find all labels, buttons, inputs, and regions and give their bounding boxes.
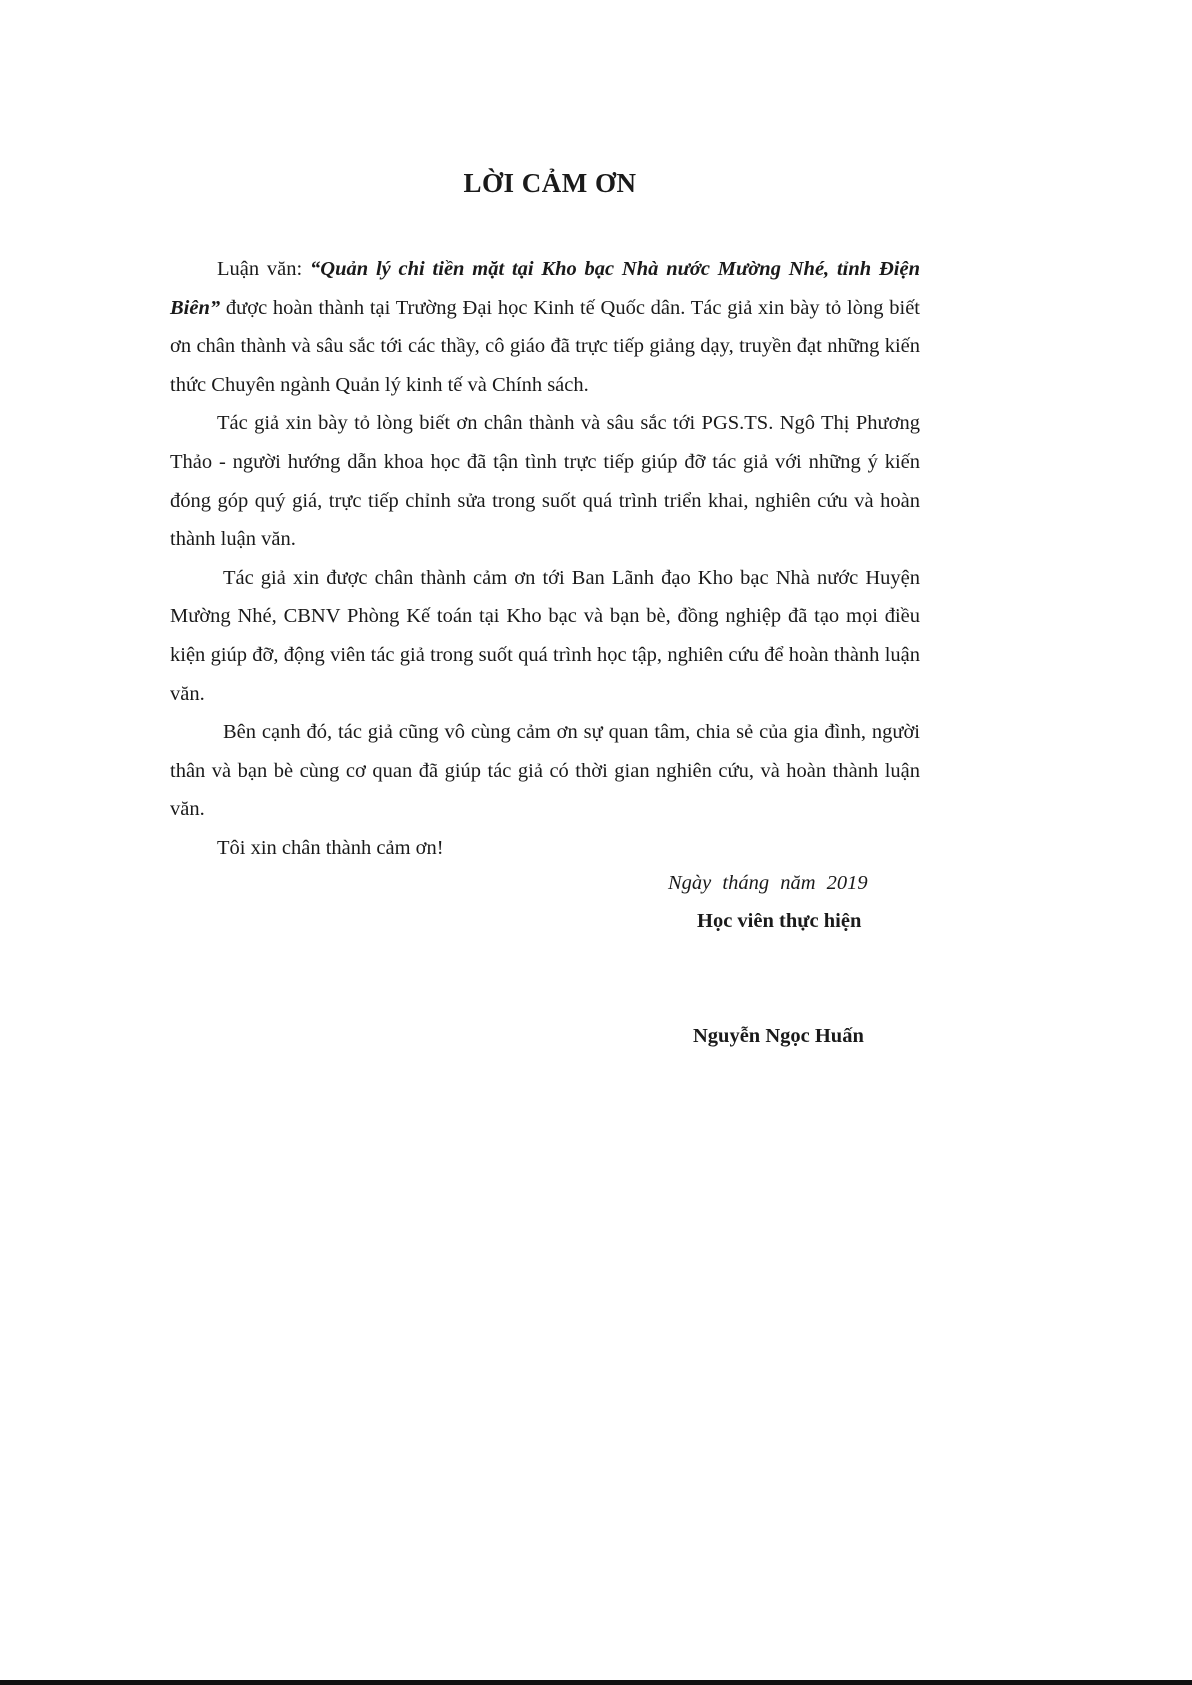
- thesis-title: “Quản lý chi tiền mặt tại Kho bạc Nhà nước Mường Nhé, tỉnh Điện Biên”: [170, 258, 920, 319]
- body-text: [170, 250, 920, 868]
- paragraph-family: Bên cạnh đó, tác giả cũng vô cùng cảm ơn sự quan tâm, chia sẻ của gia đình, người thân và bạn bè cùng cơ quan đã giúp tác giả có thời gian nghiên cứu, và hoàn thành luận văn.: [170, 721, 920, 821]
- signer-name: Nguyễn Ngọc Huấn: [693, 1025, 864, 1047]
- paragraph-colleagues: Tác giả xin được chân thành cảm ơn tới Ban Lãnh đạo Kho bạc Nhà nước Huyện Mường Nhé, CBNV Phòng Kế toán tại Kho bạc và bạn bè, đồng nghiệp đã tạo mọi điều kiện giúp đỡ, động viên tác giả trong suốt quá trình học tập, nghiên cứu để hoàn thành luận văn.: [170, 566, 920, 705]
- paragraph-intro: [170, 250, 920, 404]
- paragraph-closing: Tôi xin chân thành cảm ơn!: [217, 836, 444, 859]
- paragraph-intro-lead: Luận văn:: [217, 258, 311, 280]
- bottom-divider: [0, 1680, 1192, 1685]
- paragraph-intro-rest: được hoàn thành tại Trường Đại học Kinh tế Quốc dân. Tác giả xin bày tỏ lòng biết ơn chân thành và sâu sắc tới các thầy, cô giáo đã trực tiếp giảng dạy, truyền đạt những kiến thức Chuyên ngành Quản lý kinh tế và Chính sách.: [170, 296, 920, 396]
- page-title: LỜI CẢM ƠN: [463, 168, 637, 198]
- signature-date: Ngày tháng năm 2019: [668, 872, 868, 894]
- paragraph-advisor: Tác giả xin bày tỏ lòng biết ơn chân thành và sâu sắc tới PGS.TS. Ngô Thị Phương Thảo - người hướng dẫn khoa học đã tận tình trực tiếp giúp đỡ tác giả với những ý kiến đóng góp quý giá, trực tiếp chỉnh sửa trong suốt quá trình triển khai, nghiên cứu và hoàn thành luận văn.: [170, 412, 920, 551]
- signer-role: Học viên thực hiện: [697, 910, 862, 932]
